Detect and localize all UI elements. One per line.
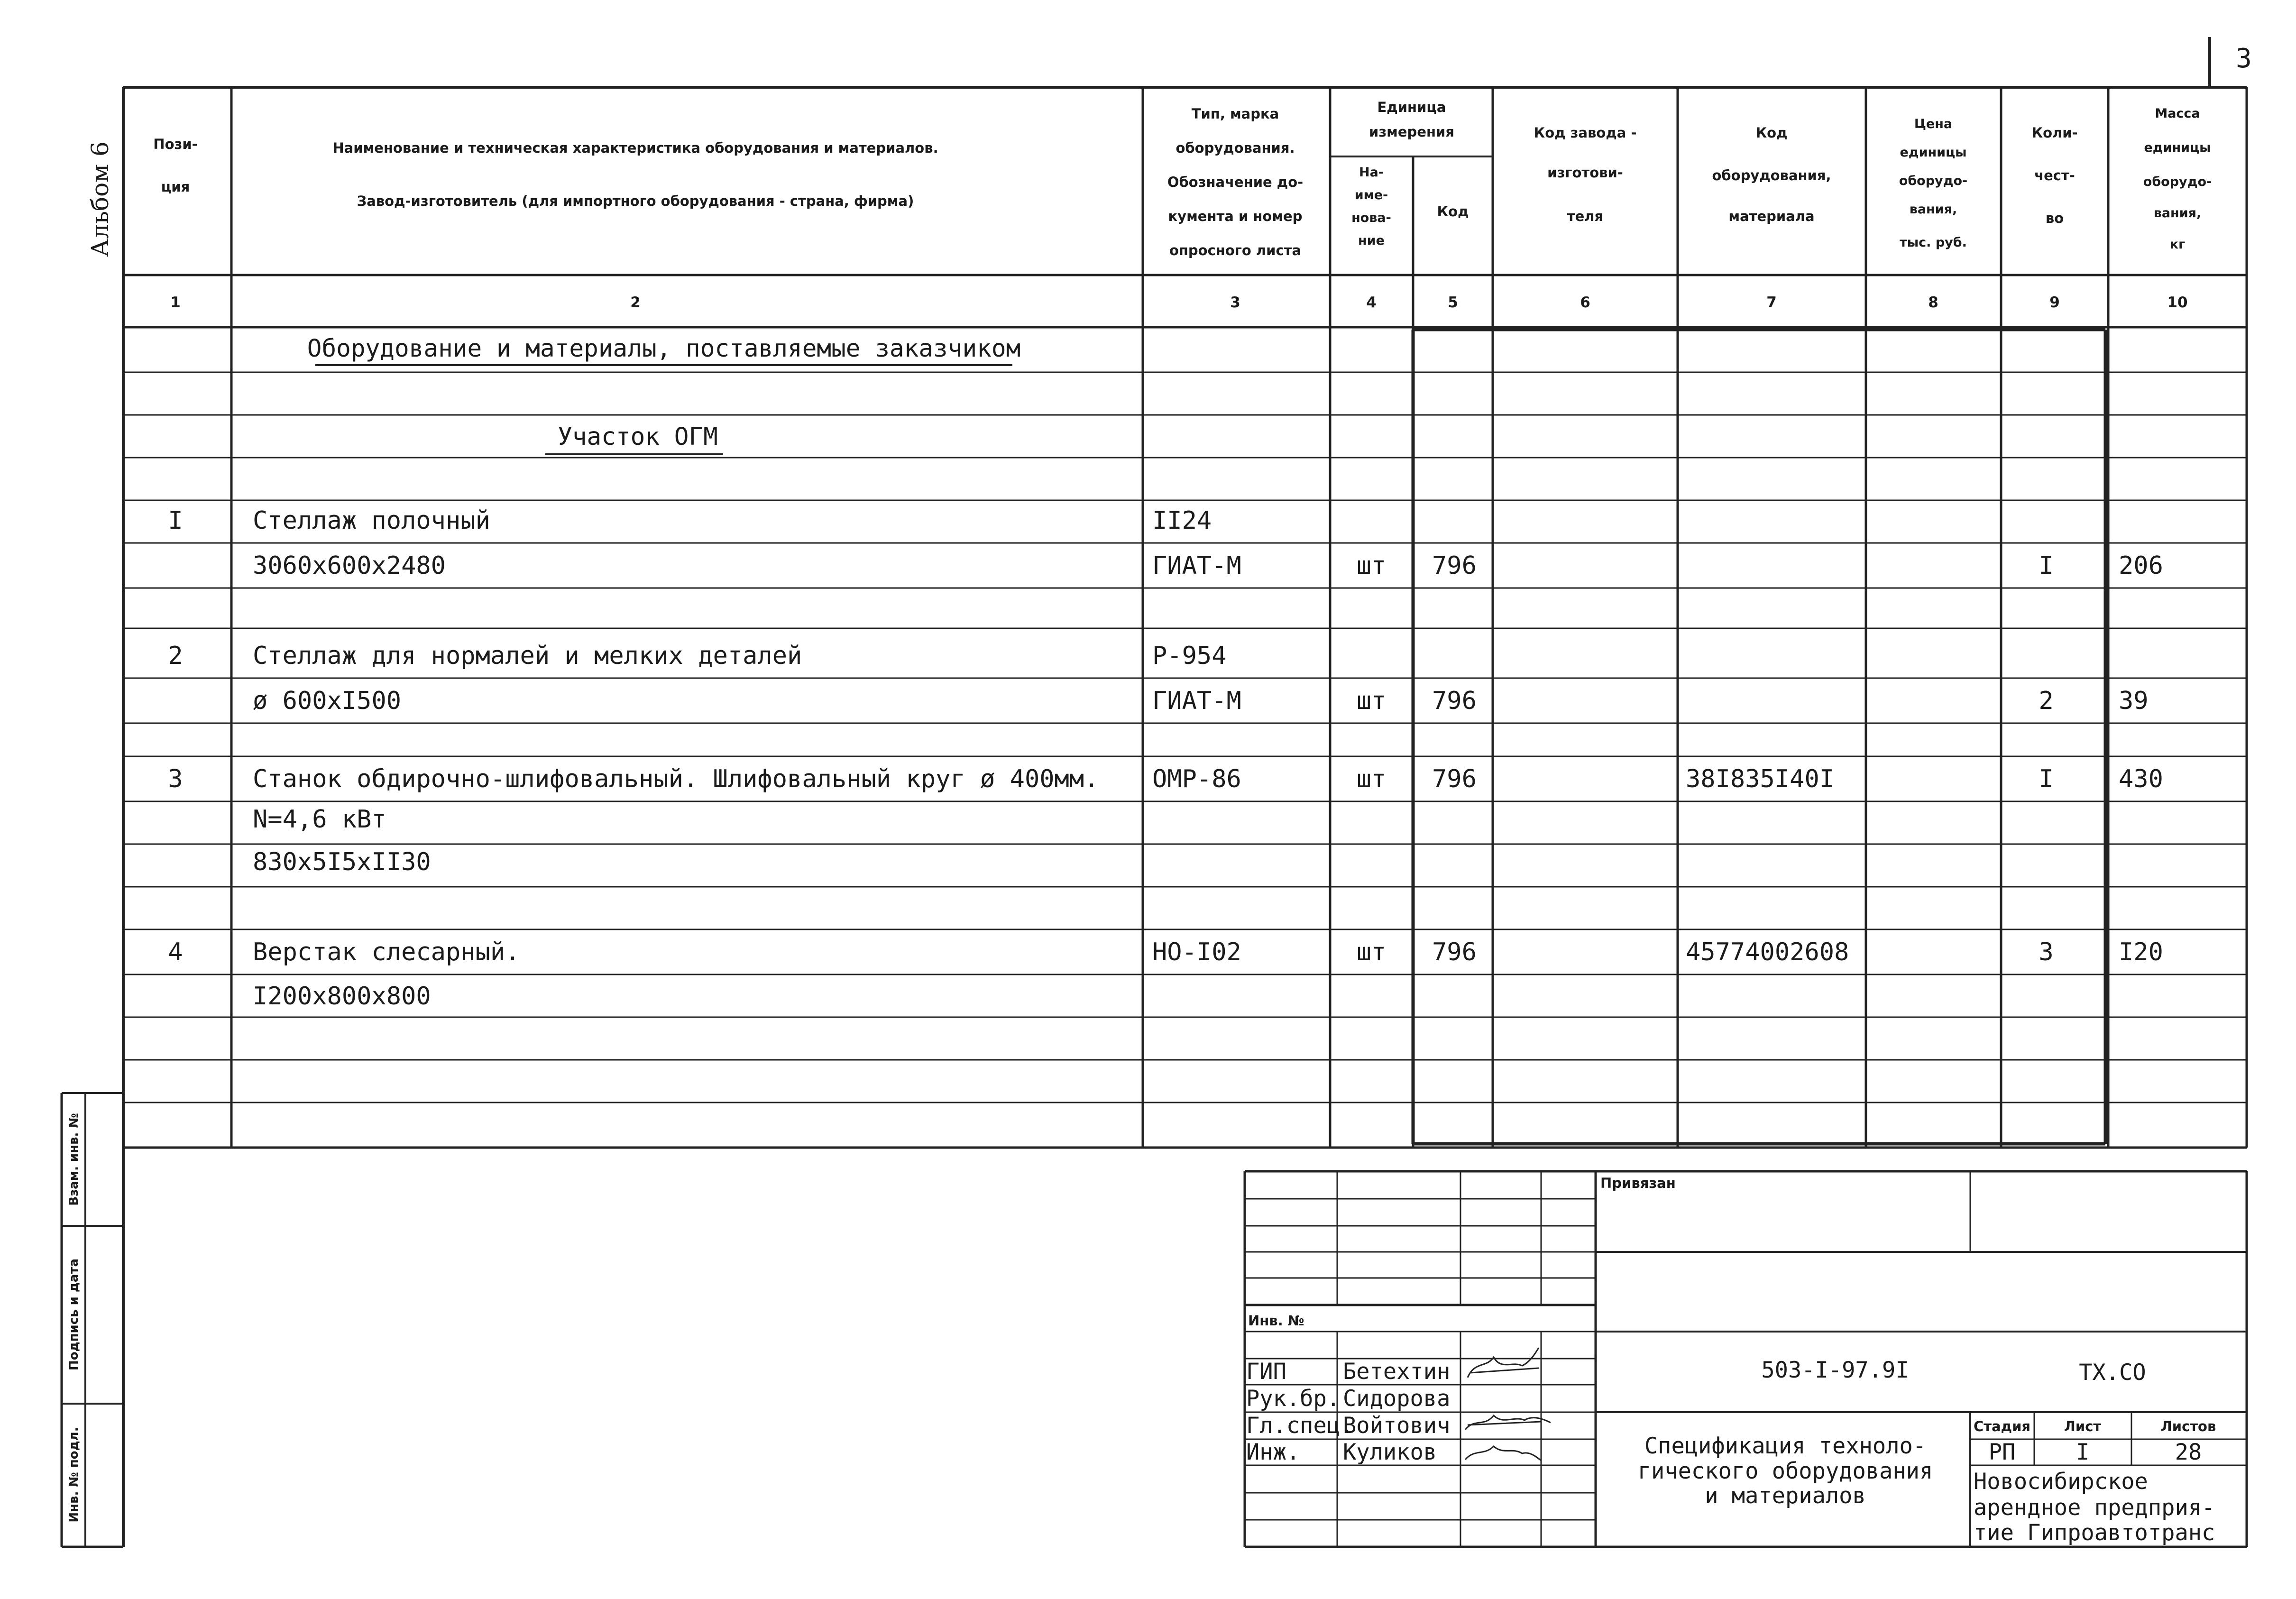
header-unit-name-3: нова- [1351, 211, 1391, 225]
header-unit-name-1: На- [1359, 165, 1384, 180]
name-sidorova: Сидорова [1343, 1386, 1451, 1412]
col-num: 5 [1448, 294, 1458, 311]
row-name: 830х5I5хII30 [253, 848, 431, 876]
name-kulikov: Куликов [1343, 1439, 1437, 1465]
section-area: Участок ОГМ [558, 423, 718, 451]
header-qty-3: во [2045, 210, 2064, 226]
section-title: Оборудование и материалы, поставляемые заказчиком [307, 335, 1021, 363]
privyazan-label: Привязан [1600, 1175, 1676, 1191]
document-code: ТХ.СО [2079, 1360, 2146, 1386]
row-code: 796 [1432, 551, 1477, 580]
stage-label: Стадия [1973, 1418, 2031, 1434]
sheet-label: Лист [2064, 1418, 2102, 1434]
organization-2: арендное предприя- [1974, 1495, 2215, 1521]
header-factory-3: теля [1567, 208, 1604, 224]
table-row [253, 982, 431, 1011]
table-row [168, 765, 2163, 793]
header-unit-name-4: ние [1358, 233, 1385, 248]
row-mass: 430 [2119, 765, 2163, 793]
row-name: 3060х600х2480 [253, 551, 446, 580]
row-code: 796 [1432, 938, 1477, 966]
signature-kulikov [1465, 1446, 1541, 1461]
header-equip-code-3: материала [1728, 208, 1815, 224]
header-type-5: опросного листа [1169, 242, 1302, 258]
row-mass: I20 [2119, 938, 2163, 966]
header-type-2: оборудования. [1176, 140, 1295, 156]
row-type: НО-I02 [1152, 938, 1241, 966]
header-name-1: Наименование и техническая характеристика оборудования и материалов. [332, 140, 938, 156]
header-price-5: тыс. руб. [1900, 235, 1967, 250]
sheet-value: I [2076, 1439, 2090, 1465]
header-price-4: вания, [1909, 202, 1957, 217]
side-stamp-replace-inv: Взам. инв. № [67, 1113, 81, 1206]
row-position: 3 [168, 765, 183, 793]
row-mass: 206 [2119, 551, 2163, 580]
organization-1: Новосибирское [1974, 1469, 2148, 1495]
col-num: 2 [630, 294, 641, 311]
signature-betekhtin [1468, 1348, 1539, 1378]
header-mass-1: Масса [2155, 106, 2200, 121]
table-header [153, 99, 2212, 258]
header-name-2: Завод-изготовитель (для импортного оборудования - страна, фирма) [357, 193, 914, 209]
table-row [168, 938, 2163, 966]
sheets-label: Листов [2160, 1418, 2216, 1434]
row-mass: 39 [2119, 687, 2149, 715]
table-row [253, 551, 2163, 580]
role-inzh: Инж. [1246, 1439, 1300, 1465]
sheets-value: 28 [2175, 1439, 2202, 1465]
col-num: 6 [1580, 294, 1590, 311]
side-stamp-sign-date: Подпись и дата [67, 1258, 81, 1371]
col-num: 7 [1766, 294, 1777, 311]
row-unit: шт [1356, 765, 1387, 793]
header-equip-code-2: оборудования, [1712, 167, 1831, 184]
stage-value: РП [1988, 1439, 2016, 1465]
header-price-3: оборудо- [1899, 174, 1968, 188]
document-title-2: гического оборудования [1637, 1458, 1933, 1484]
table-row [253, 848, 431, 876]
header-price-1: Цена [1914, 117, 1953, 131]
table-row [253, 805, 386, 834]
header-unit-name-2: име- [1354, 188, 1388, 202]
header-type-1: Тип, марка [1191, 106, 1279, 122]
table-row [168, 506, 1212, 535]
inv-number-label: Инв. № [1248, 1313, 1304, 1329]
row-type: II24 [1152, 506, 1212, 535]
row-qty: I [2039, 551, 2054, 580]
name-betekhtin: Бетехтин [1343, 1359, 1451, 1385]
role-glspec: Гл.спец. [1246, 1413, 1354, 1439]
row-name: Верстак слесарный. [253, 938, 520, 966]
row-equip-code: 38I835I40I [1686, 765, 1835, 793]
row-equip-code: 45774002608 [1686, 938, 1849, 966]
row-name: Стеллаж полочный [253, 506, 490, 535]
row-type: Р-954 [1152, 642, 1227, 670]
row-type: ОМР-86 [1152, 765, 1241, 793]
header-type-3: Обозначение до- [1167, 174, 1304, 190]
row-type: ГИАТ-М [1152, 687, 1241, 715]
col-num: 9 [2049, 294, 2060, 311]
document-title-1: Спецификация техноло- [1644, 1433, 1927, 1459]
header-mass-2: единицы [2144, 140, 2211, 155]
header-factory-2: изготови- [1547, 165, 1623, 181]
header-mass-4: вания, [2153, 206, 2202, 221]
table-row [253, 687, 2149, 715]
header-unit-group-2: измерения [1369, 124, 1454, 140]
header-pos-1: Пози- [153, 136, 198, 152]
document-title-3: и материалов [1705, 1483, 1866, 1509]
row-qty: I [2039, 765, 2054, 793]
row-code: 796 [1432, 765, 1477, 793]
row-code: 796 [1432, 687, 1477, 715]
header-mass-3: оборудо- [2143, 175, 2212, 189]
page-number: 3 [2236, 43, 2252, 74]
header-unit-code: Код [1437, 203, 1469, 220]
header-equip-code-1: Код [1755, 125, 1788, 141]
signature-voitovich [1465, 1415, 1551, 1430]
row-name: ø 600хI500 [253, 687, 402, 715]
row-type: ГИАТ-М [1152, 551, 1241, 580]
role-gip: ГИП [1246, 1359, 1286, 1385]
row-name: N=4,6 кВт [253, 805, 386, 834]
row-position: 4 [168, 938, 183, 966]
header-unit-group-1: Единица [1377, 99, 1446, 115]
header-mass-5: кг [2169, 237, 2186, 252]
row-qty: 2 [2039, 687, 2054, 715]
col-num: 4 [1366, 294, 1377, 311]
header-pos-2: ция [161, 179, 190, 195]
organization-3: тие Гипроавтотранс [1974, 1520, 2215, 1546]
row-unit: шт [1356, 687, 1387, 715]
side-stamp-orig-inv: Инв. № подл. [67, 1427, 81, 1523]
row-name: I200х800х800 [253, 982, 431, 1011]
col-num: 3 [1230, 294, 1240, 311]
header-price-2: единицы [1900, 145, 1967, 160]
col-num: 1 [170, 294, 181, 311]
role-rukbr: Рук.бр. [1246, 1386, 1341, 1412]
header-qty-1: Коли- [2031, 125, 2078, 141]
row-position: I [168, 506, 183, 535]
column-numbers [170, 294, 2187, 311]
col-num: 8 [1928, 294, 1938, 311]
row-position: 2 [168, 642, 183, 670]
row-name: Стеллаж для нормалей и мелких деталей [253, 642, 802, 670]
table-row [168, 642, 1226, 670]
document-number: 503-I-97.9I [1761, 1357, 1909, 1383]
header-type-4: кумента и номер [1168, 208, 1303, 224]
row-name: Станок обдирочно-шлифовальный. Шлифовальный круг ø 400мм. [253, 765, 1099, 793]
header-factory-1: Код завода - [1534, 125, 1637, 141]
row-unit: шт [1356, 551, 1387, 580]
name-voitovich: Войтович [1343, 1413, 1451, 1439]
row-unit: шт [1356, 938, 1387, 966]
header-qty-2: чест- [2034, 167, 2075, 184]
album-label: Альбом 6 [86, 141, 114, 257]
row-qty: 3 [2039, 938, 2054, 966]
col-num: 10 [2167, 294, 2188, 311]
